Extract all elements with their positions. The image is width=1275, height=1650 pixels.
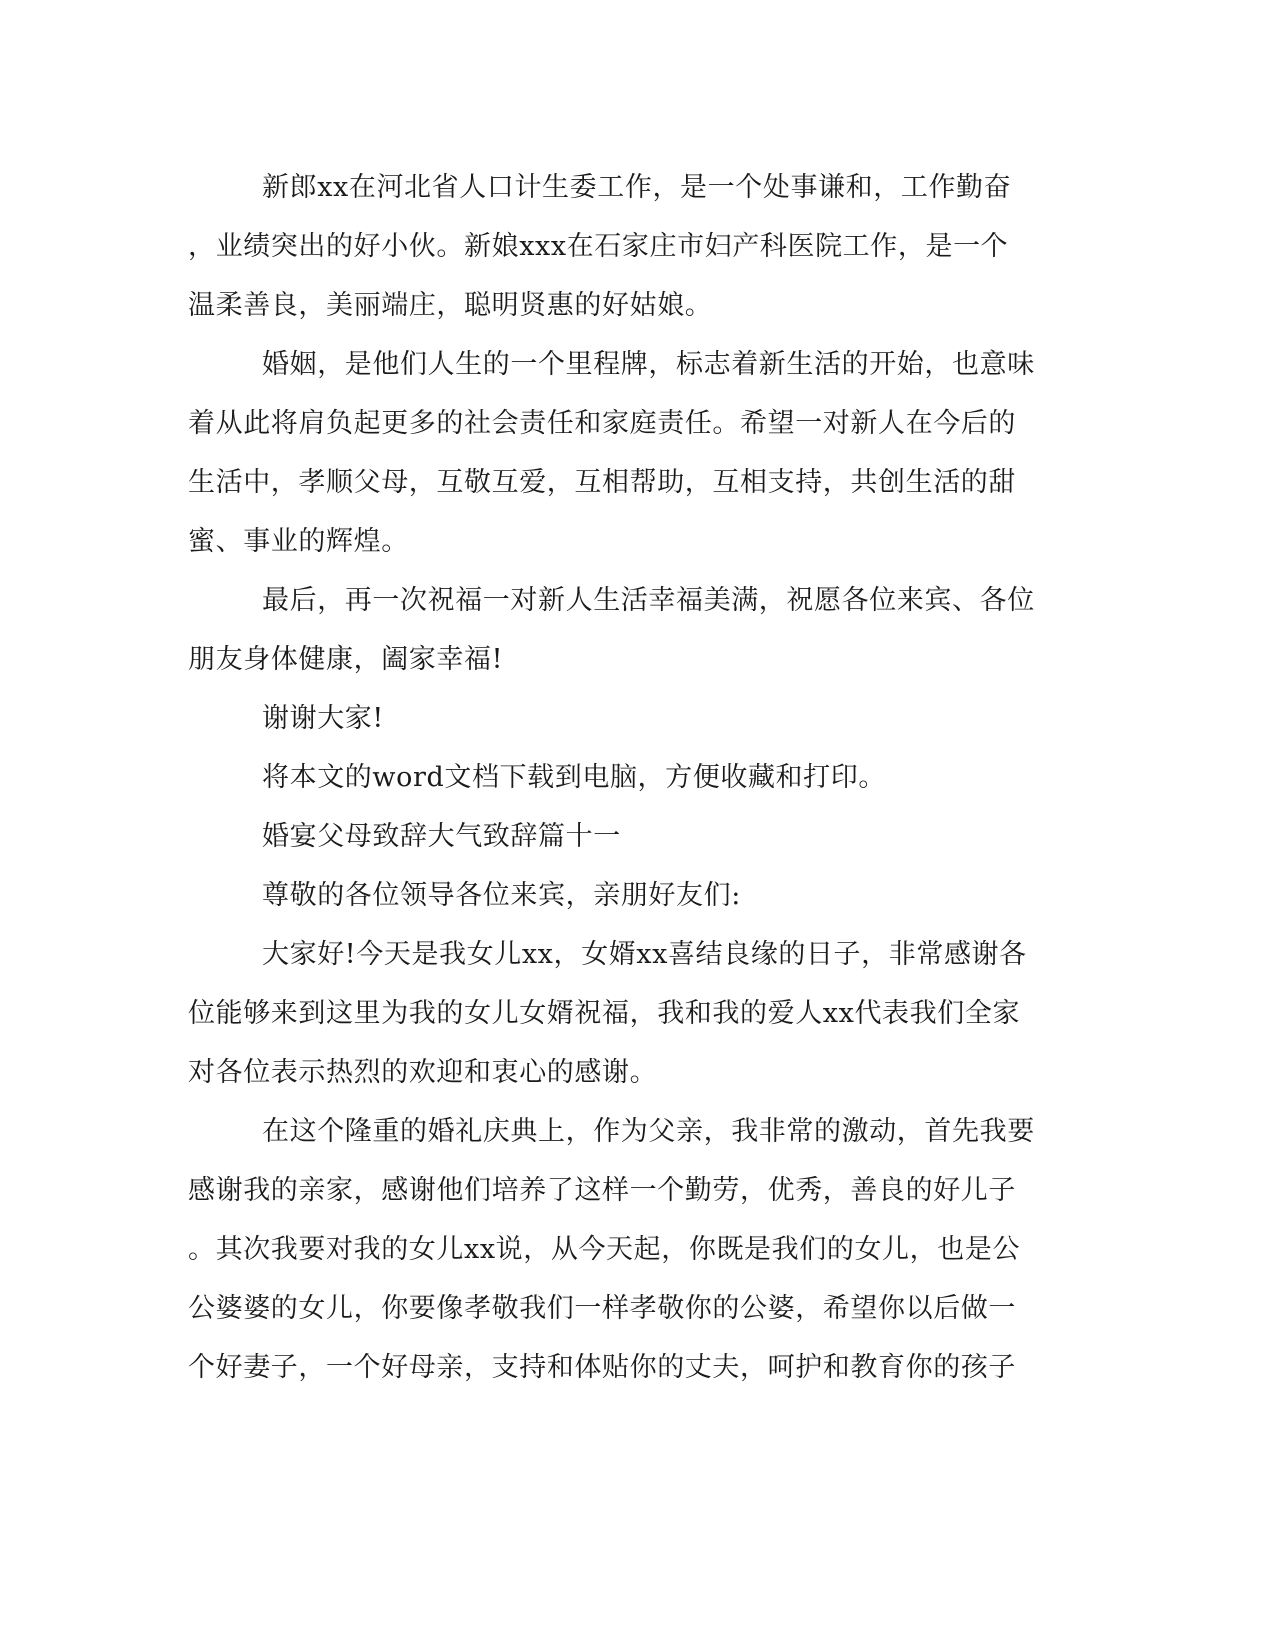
section-heading: 婚宴父母致辞大气致辞篇十一 <box>262 821 621 852</box>
text-line-1: 新郎xx在河北省人口计生委工作，是一个处事谦和，工作勤奋 <box>262 172 1012 203</box>
text-line-7: 蜜、事业的辉煌。 <box>188 526 409 557</box>
text-line-4: 婚姻，是他们人生的一个里程牌，标志着新生活的开始，也意味 <box>262 349 1035 380</box>
text-line-5: 着从此将肩负起更多的社会责任和家庭责任。希望一对新人在今后的 <box>188 408 1016 439</box>
text-line-2: ，业绩突出的好小伙。新娘xxx在石家庄市妇产科医院工作，是一个 <box>188 231 1009 262</box>
text-line-21: 个好妻子，一个好母亲，支持和体贴你的丈夫，呵护和教育你的孩子 <box>188 1352 1016 1383</box>
text-line-8: 最后，再一次祝福一对新人生活幸福美满，祝愿各位来宾、各位 <box>262 585 1035 616</box>
text-line-18: 感谢我的亲家，感谢他们培养了这样一个勤劳，优秀，善良的好儿子 <box>188 1175 1016 1206</box>
text-line-3: 温柔善良，美丽端庄，聪明贤惠的好姑娘。 <box>188 290 713 321</box>
text-line-9: 朋友身体健康，阖家幸福! <box>188 644 504 675</box>
text-line-14: 大家好!今天是我女儿xx，女婿xx喜结良缘的日子，非常感谢各 <box>262 939 1027 970</box>
text-line-16: 对各位表示热烈的欢迎和衷心的感谢。 <box>188 1057 658 1088</box>
text-line-19: 。其次我要对我的女儿xx说，从今天起，你既是我们的女儿，也是公 <box>188 1234 1021 1265</box>
text-line-11: 将本文的word文档下载到电脑，方便收藏和打印。 <box>262 762 886 793</box>
text-line-20: 公婆婆的女儿，你要像孝敬我们一样孝敬你的公婆，希望你以后做一 <box>188 1293 1016 1324</box>
text-line-10: 谢谢大家! <box>262 703 384 734</box>
text-line-13: 尊敬的各位领导各位来宾，亲朋好友们: <box>262 880 741 911</box>
text-line-6: 生活中，孝顺父母，互敬互爱，互相帮助，互相支持，共创生活的甜 <box>188 467 1016 498</box>
text-line-17: 在这个隆重的婚礼庆典上，作为父亲，我非常的激动，首先我要 <box>262 1116 1035 1147</box>
text-line-15: 位能够来到这里为我的女儿女婿祝福，我和我的爱人xx代表我们全家 <box>188 998 1021 1029</box>
